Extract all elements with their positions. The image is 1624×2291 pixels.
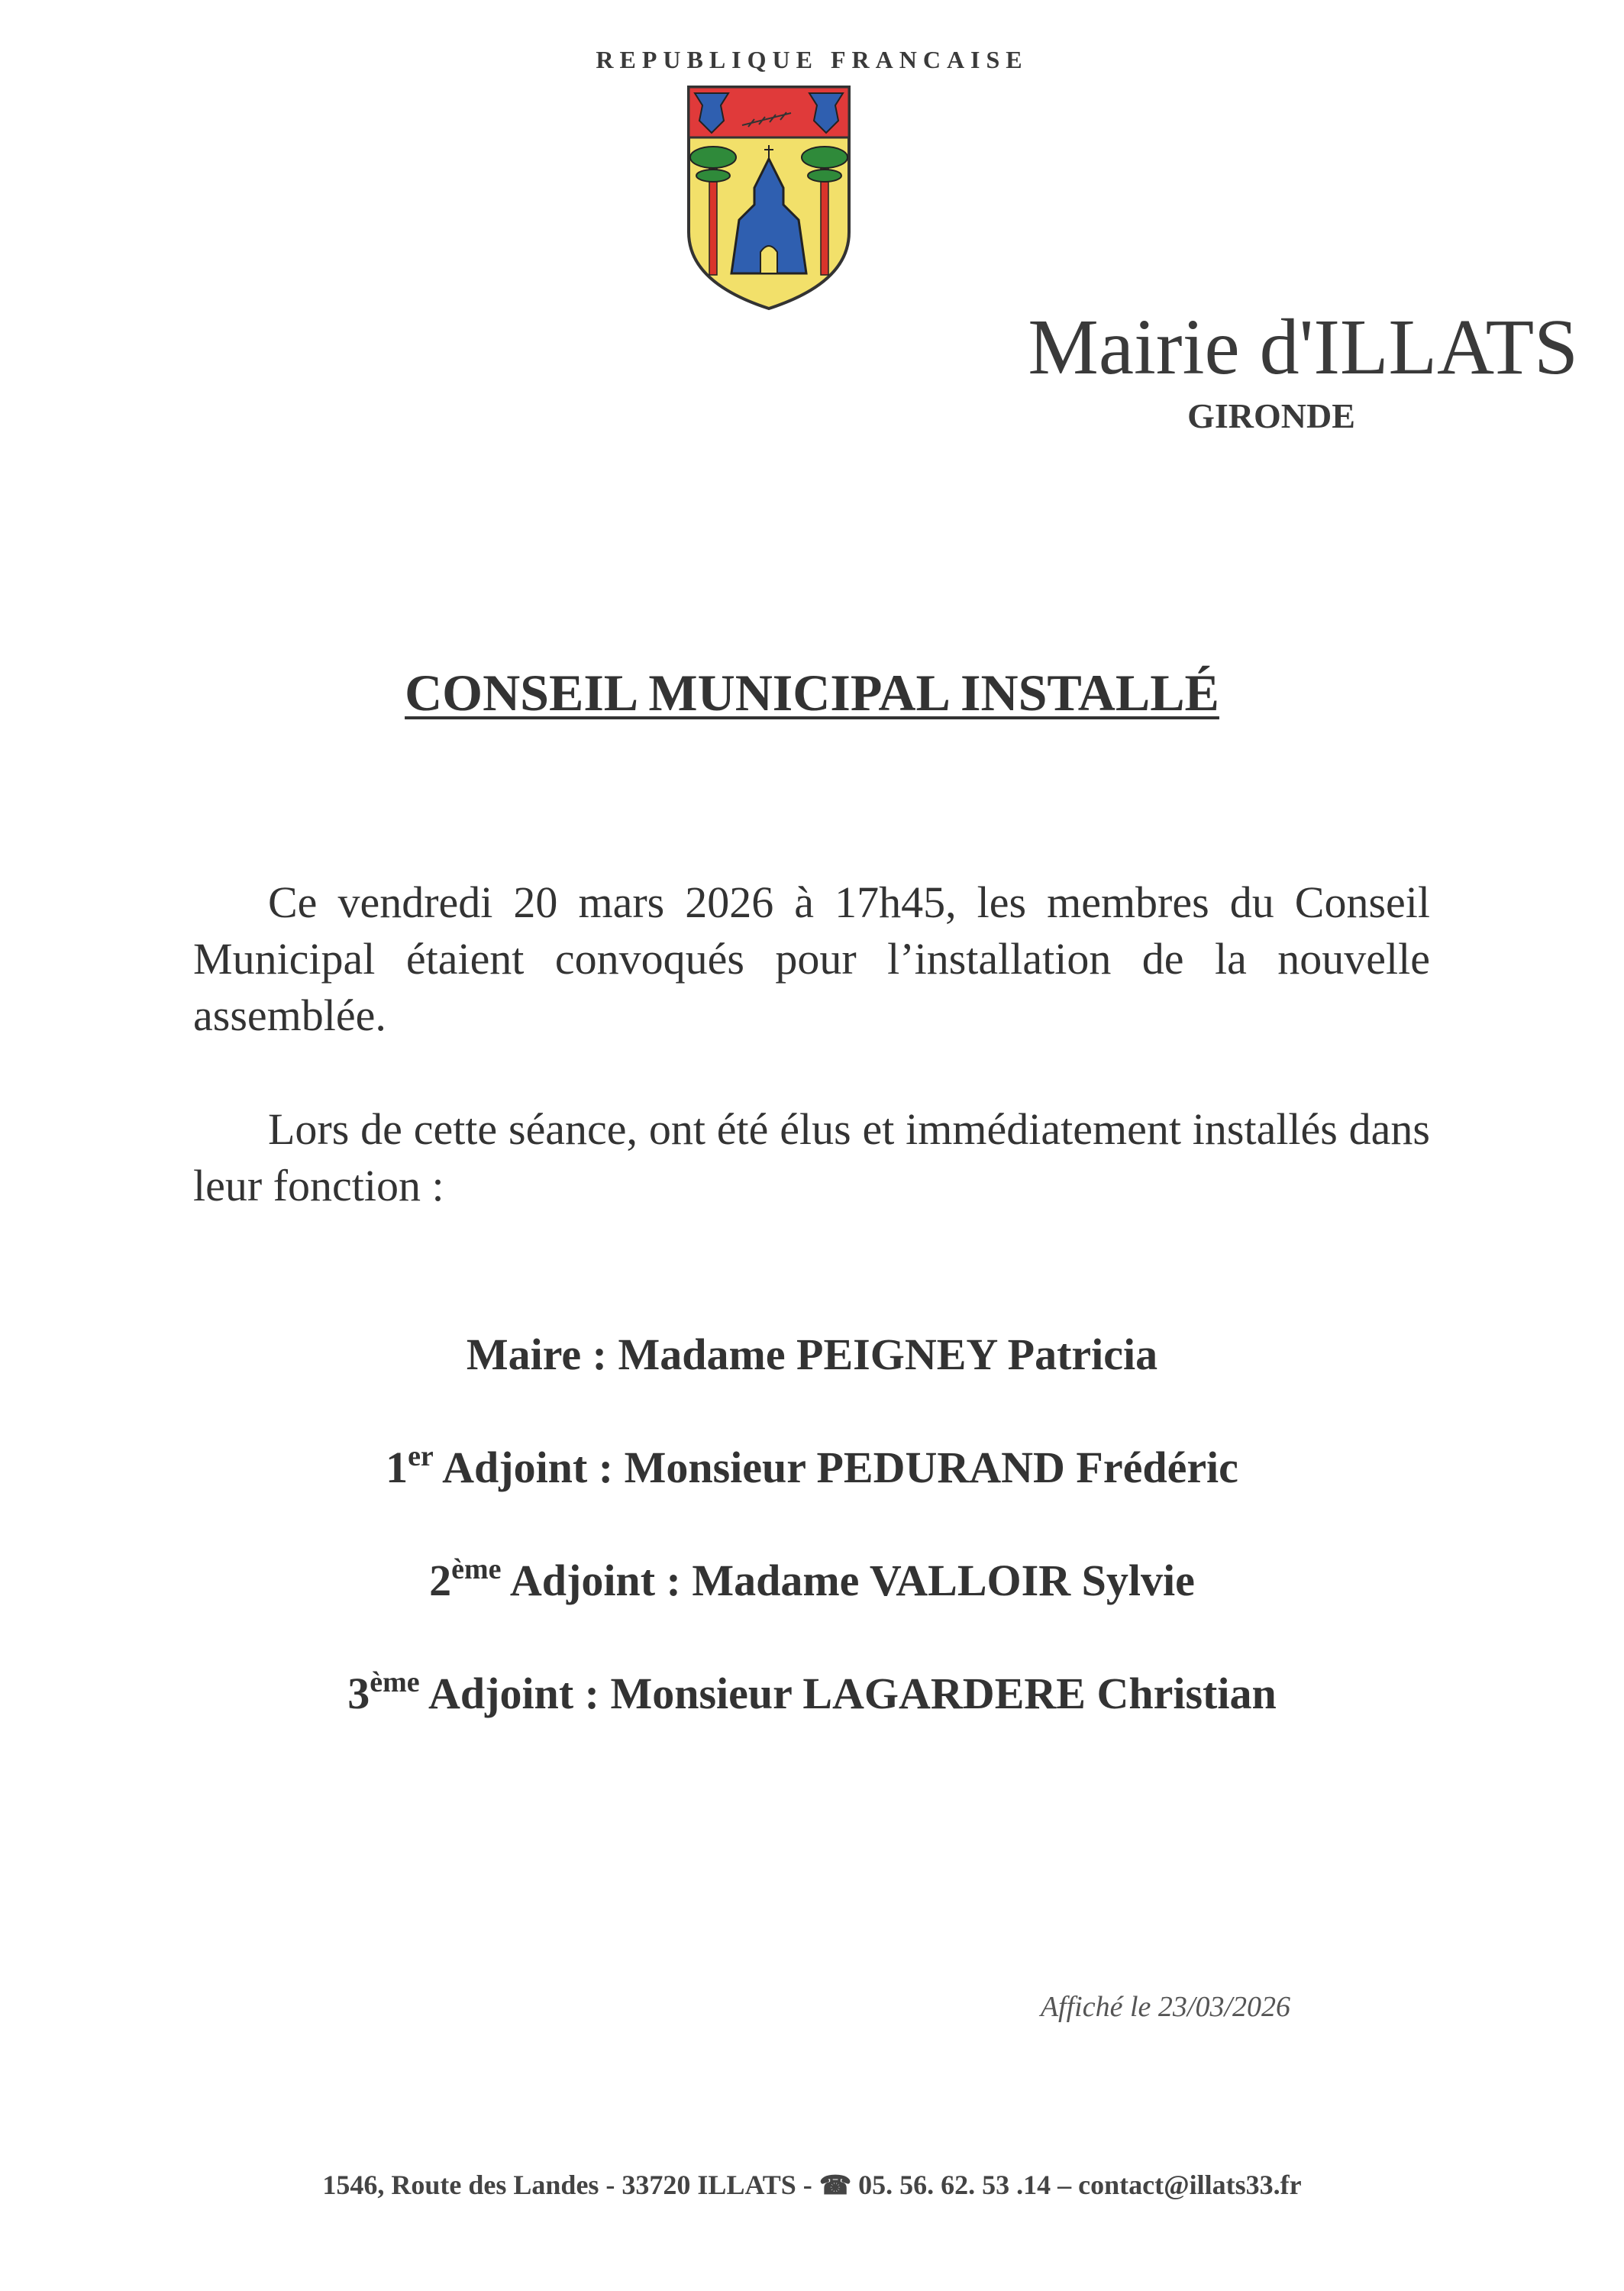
official-ordinal: 1 bbox=[386, 1443, 408, 1492]
telephone-icon: ☎ bbox=[818, 2172, 852, 2200]
footer-phone: 05. 56. 62. 53 .14 bbox=[858, 2170, 1051, 2200]
page-title: CONSEIL MUNICIPAL INSTALLÉ bbox=[405, 664, 1219, 722]
official-name: Monsieur PEDURAND Frédéric bbox=[624, 1443, 1238, 1492]
official-ordinal-suffix: ème bbox=[370, 1666, 420, 1698]
official-mayor: Maire : Madame PEIGNEY Patricia bbox=[466, 1330, 1158, 1379]
footer-address: 1546, Route des Landes - 33720 ILLATS - bbox=[322, 2170, 812, 2200]
footer-email[interactable]: contact@illats33.fr bbox=[1078, 2170, 1302, 2200]
official-name: Madame VALLOIR Sylvie bbox=[692, 1556, 1195, 1605]
official-role: Adjoint bbox=[509, 1556, 656, 1605]
footer-contact bbox=[0, 2169, 1624, 2201]
republic-header: REPUBLIQUE FRANCAISE bbox=[596, 46, 1028, 73]
official-name: Monsieur LAGARDERE Christian bbox=[610, 1669, 1277, 1718]
posted-date: Affiché le 23/03/2026 bbox=[1040, 1991, 1290, 2023]
official-name: Madame PEIGNEY Patricia bbox=[618, 1330, 1158, 1379]
official-ordinal: 3 bbox=[347, 1669, 370, 1718]
intro-paragraph: Ce vendredi 20 mars 2026 à 17h45, les membres du Conseil Municipal étaient convoqués pour l’installation de la nouvelle assemblée. bbox=[193, 877, 1430, 1040]
mairie-title: Mairie d'ILLATS bbox=[1028, 303, 1578, 391]
official-first-deputy: 1er Adjoint : Monsieur PEDURAND Frédéric bbox=[386, 1440, 1238, 1492]
coat-of-arms-icon bbox=[684, 82, 854, 321]
official-ordinal: 2 bbox=[429, 1556, 452, 1605]
official-second-deputy: 2ème Adjoint : Madame VALLOIR Sylvie bbox=[429, 1553, 1195, 1605]
official-ordinal-suffix: er bbox=[408, 1440, 434, 1472]
official-role: Adjoint bbox=[442, 1443, 588, 1492]
official-role: Adjoint bbox=[428, 1669, 574, 1718]
footer-separator: – bbox=[1057, 2170, 1072, 2200]
department-label: GIRONDE bbox=[1187, 396, 1355, 435]
official-ordinal-suffix: ème bbox=[451, 1553, 502, 1585]
official-role: Maire bbox=[466, 1330, 582, 1379]
election-paragraph: Lors de cette séance, ont été élus et immédiatement installés dans leur fonction : bbox=[193, 1104, 1430, 1210]
official-third-deputy: 3ème Adjoint : Monsieur LAGARDERE Christian bbox=[347, 1666, 1277, 1718]
